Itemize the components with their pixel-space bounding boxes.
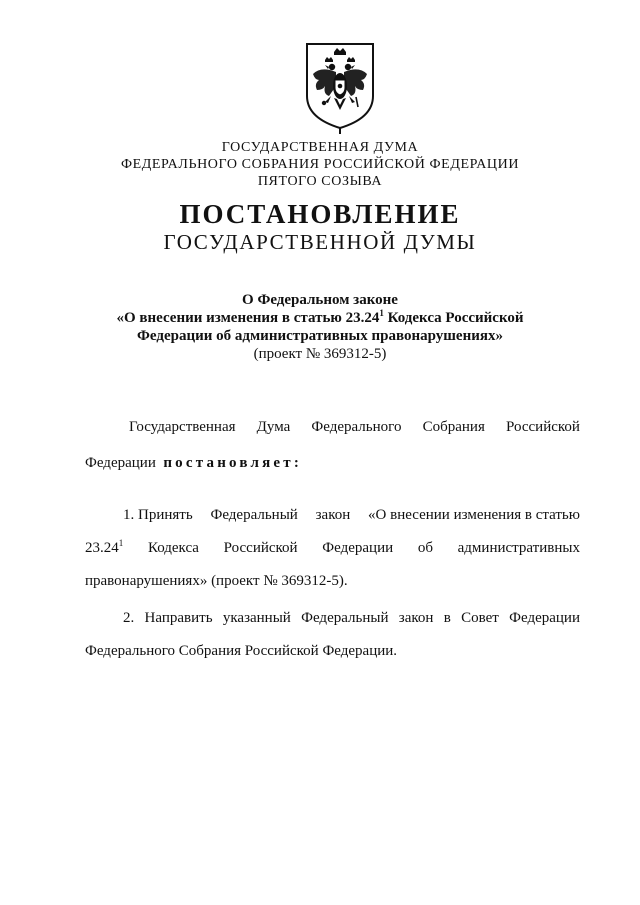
preamble-line-2 [85,454,302,472]
word: Кодекса [147,540,199,556]
article-number [85,539,123,557]
word: Российской [506,419,580,435]
word: 1. Принять [123,507,193,523]
preamble-federation: Федерации [85,455,156,471]
header-federal-assembly: ФЕДЕРАЛЬНОГО СОБРАНИЯ РОССИЙСКОЙ ФЕДЕРАЦИИ [120,157,520,172]
subject-line-2 [0,309,640,327]
article-superscript: 1 [379,308,384,318]
word: Федерации [322,540,394,556]
document-title: ПОСТАНОВЛЕНИЕ [179,199,461,229]
subject-line-3: Федерации об административных правонарушениях» [137,328,503,344]
word: об [417,540,433,556]
word: Российской [223,540,298,556]
word: Федеральный [210,507,298,523]
subject-line-1: О Федеральном законе [242,292,398,308]
russian-coat-of-arms-icon [301,40,379,134]
header-duma: ГОСУДАРСТВЕННАЯ ДУМА [221,140,419,155]
preamble-line-1 [129,418,580,436]
word: Федерального [311,419,402,435]
subject-text-a: «О внесении изменения в статью 23.24 [116,310,380,326]
subject-text-b: Кодекса Российской [383,310,524,326]
item-1-line-1 [123,506,580,524]
article-number-text: 23.24 [85,540,119,556]
item-1-line-2 [85,539,580,557]
item-1-line-3: правонарушениях» (проект № 369312-5). [85,573,348,589]
resolves-word: постановляет: [163,455,303,471]
word: «О внесении изменения в статью [368,507,580,523]
word: закон [315,507,351,523]
word: Дума [256,419,291,435]
item-2-line-2: Федерального Собрания Российской Федерации. [85,643,398,659]
item-2-line-1: 2. Направить указанный Федеральный закон в Совет Федерации [123,610,580,626]
document-subtitle: ГОСУДАРСТВЕННОЙ ДУМЫ [163,230,477,254]
word: административных [457,540,580,556]
header-convocation: ПЯТОГО СОЗЫВА [257,174,383,189]
word: Собрания [422,419,485,435]
draft-number: (проект № 369312-5) [253,346,387,362]
article-superscript: 1 [118,538,124,548]
word: Государственная [129,419,236,435]
